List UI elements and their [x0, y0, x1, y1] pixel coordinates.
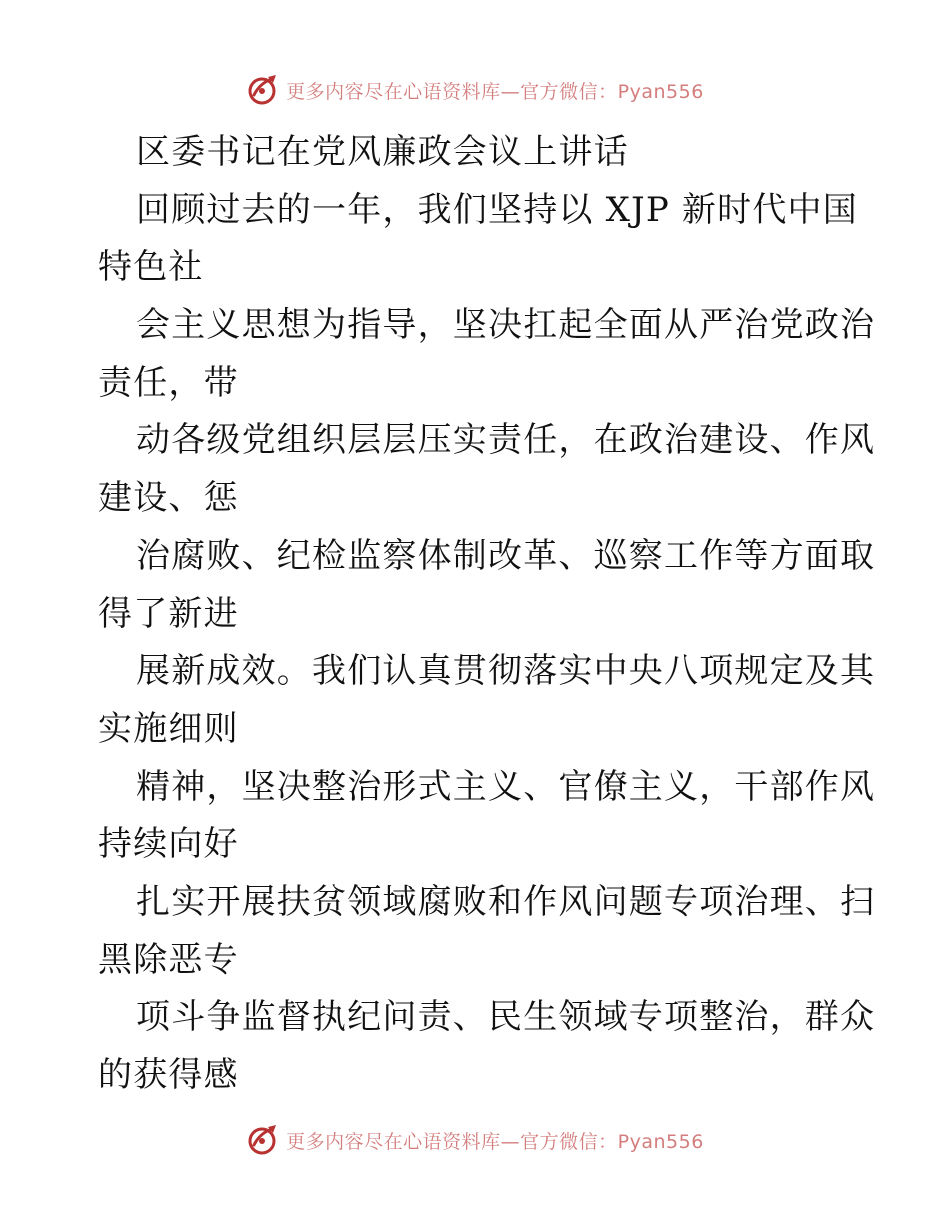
document-body	[98, 124, 876, 1105]
paragraph-line: 实施细则	[98, 708, 239, 749]
footer-banner-text: 更多内容尽在心语资料库—官方微信：Pyan556	[286, 1130, 704, 1153]
document-title: 区委书记在党风廉政会议上讲话	[136, 132, 629, 172]
paragraph-line: 会主义思想为指导，坚决扛起全面从严治党政治	[136, 305, 876, 346]
paragraph-line: 的获得感	[98, 1055, 239, 1095]
pen-swirl-logo-icon	[246, 73, 280, 107]
paragraph-line: 黑除恶专	[98, 939, 239, 980]
paragraph-line: 治腐败、纪检监察体制改革、巡察工作等方面取	[136, 535, 876, 576]
footer-banner	[0, 1120, 950, 1160]
paragraph-line: 持续向好	[98, 824, 239, 865]
paragraph-line: 精神，坚决整治形式主义、官僚主义，干部作风	[136, 766, 876, 807]
paragraph-line: 扎实开展扶贫领域腐败和作风问题专项治理、扫	[136, 881, 876, 922]
paragraph-line: 特色社	[98, 247, 204, 288]
paragraph-line: 责任，带	[98, 362, 239, 403]
paragraph-line: 回顾过去的一年，我们坚持以 XJP 新时代中国	[136, 189, 858, 230]
paragraph-line: 项斗争监督执纪问责、民生领域专项整治，群众	[136, 997, 876, 1038]
paragraph-line: 展新成效。我们认真贯彻落实中央八项规定及其	[136, 651, 876, 692]
paragraph-line: 得了新进	[98, 593, 239, 634]
paragraph-line: 动各级党组织层层压实责任，在政治建设、作风	[136, 420, 876, 461]
header-banner-text: 更多内容尽在心语资料库—官方微信：Pyan556	[286, 80, 704, 103]
header-banner	[0, 70, 950, 110]
paragraph-line: 建设、惩	[98, 478, 239, 519]
pen-swirl-logo-icon	[246, 1123, 280, 1157]
